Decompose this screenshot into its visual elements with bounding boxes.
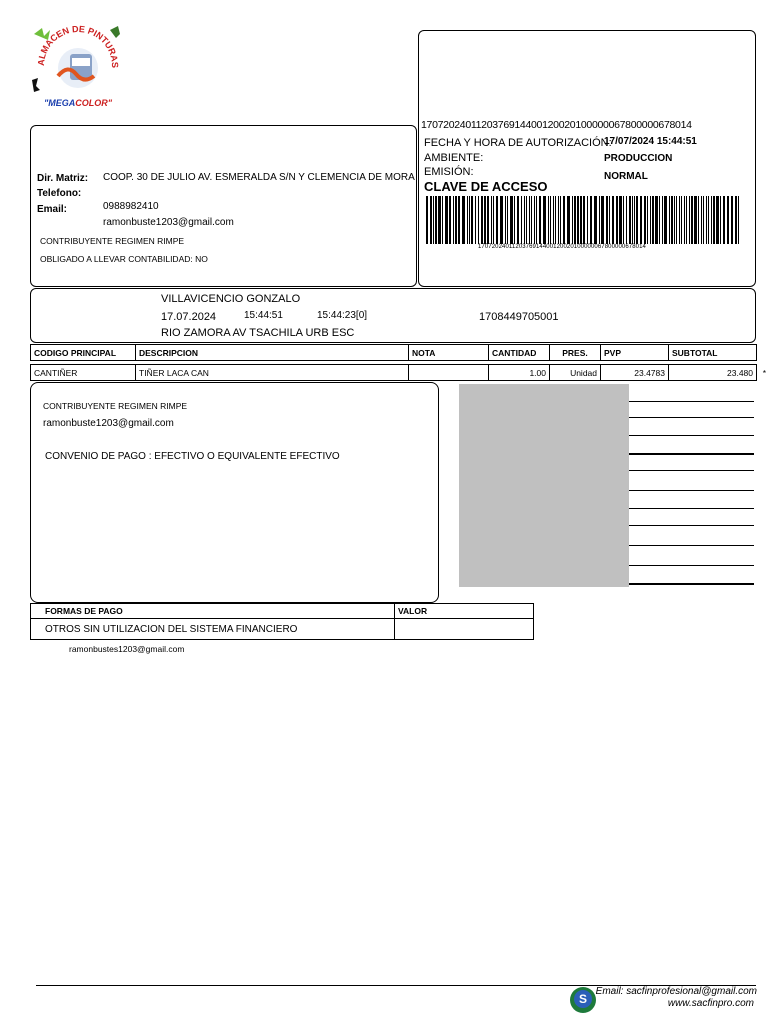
barcode-bar (626, 196, 627, 244)
barcode-bar (543, 196, 546, 244)
total-line (629, 525, 754, 526)
total-line (629, 470, 754, 471)
payment-header-method: FORMAS DE PAGO (31, 604, 395, 619)
barcode-bar (647, 196, 648, 244)
barcode-bar (698, 196, 699, 244)
barcode-bar (681, 196, 682, 244)
barcode-bar (590, 196, 592, 244)
barcode-bar (671, 196, 673, 244)
barcode-bar (616, 196, 618, 244)
barcode-bar (731, 196, 733, 244)
barcode-bar (703, 196, 704, 244)
barcode-bar (574, 196, 576, 244)
total-line (629, 401, 754, 402)
company-logo (28, 24, 128, 114)
header-cantidad: CANTIDAD (489, 345, 550, 361)
issuer-address: COOP. 30 DE JULIO AV. ESMERALDA S/N Y CLEMENCIA DE MORA (103, 172, 415, 183)
barcode-bar (438, 196, 441, 244)
barcode-bar (467, 196, 468, 244)
phone-label: Telefono: (37, 188, 82, 199)
cell-pres: Unidad (550, 365, 601, 381)
barcode-bar (634, 196, 635, 244)
barcode-bar (455, 196, 457, 244)
barcode-bar (567, 196, 570, 244)
barcode-bar (691, 196, 693, 244)
items-table (30, 344, 766, 381)
header-pvp: PVP (601, 345, 669, 361)
emission-label: EMISIÓN: (424, 166, 474, 178)
customer-time-1: 15:44:51 (244, 310, 283, 321)
table-row (31, 365, 757, 381)
barcode-bar (526, 196, 527, 244)
payment-method: OTROS SIN UTILIZACION DEL SISTEMA FINANCIERO (31, 619, 395, 640)
barcode-bar (539, 196, 541, 244)
barcode-bar (694, 196, 697, 244)
cell-codigo: CANTIÑER (31, 365, 136, 381)
barcode-bar (435, 196, 437, 244)
barcode-bar (686, 196, 687, 244)
total-line (629, 417, 754, 418)
authorization-number: 1707202401120376914400120020100000067800000678014 (421, 119, 692, 131)
items-header-row (31, 345, 757, 361)
logo-brand-suffix: COLOR" (75, 98, 113, 108)
issuer-phone: 0988982410 (103, 201, 159, 212)
customer-id: 1708449705001 (479, 311, 559, 323)
logo-brand (44, 98, 112, 108)
provider-logo (570, 987, 596, 1013)
barcode-bar (531, 196, 532, 244)
barcode-bar (453, 196, 454, 244)
barcode-bar (738, 196, 739, 244)
barcode-bar (572, 196, 573, 244)
access-key-barcode (426, 196, 742, 244)
barcode-bar (449, 196, 451, 244)
barcode-bar (548, 196, 549, 244)
total-line (629, 508, 754, 509)
payment-value (395, 619, 534, 640)
barcode-bar (689, 196, 690, 244)
issuer-email: ramonbuste1203@gmail.com (103, 217, 234, 228)
barcode-bar (594, 196, 597, 244)
barcode-bar (469, 196, 470, 244)
barcode-bar (462, 196, 465, 244)
issuer-regime: CONTRIBUYENTE REGIMEN RIMPE (40, 236, 185, 246)
footer-email: ramonbustes1203@gmail.com (69, 644, 185, 654)
total-line (629, 545, 754, 546)
barcode-bar (481, 196, 483, 244)
header-codigo: CODIGO PRINCIPAL (31, 345, 136, 361)
header-nota: NOTA (409, 345, 489, 361)
row-mark: * (762, 367, 766, 378)
barcode-bar (601, 196, 604, 244)
barcode-bar (521, 196, 522, 244)
barcode-bar (553, 196, 554, 244)
barcode-bar (426, 196, 428, 244)
barcode-bar (475, 196, 476, 244)
barcode-bar (555, 196, 556, 244)
table-row (31, 619, 534, 640)
cell-subtotal (669, 365, 766, 381)
barcode-bar (599, 196, 600, 244)
barcode-bar (708, 196, 709, 244)
barcode-bar (514, 196, 515, 244)
barcode-bar (655, 196, 658, 244)
barcode-bar (701, 196, 702, 244)
barcode-bar (536, 196, 537, 244)
barcode-bar (524, 196, 525, 244)
total-line (629, 453, 754, 455)
cell-pvp: 23.4783 (601, 365, 669, 381)
provider-email: Email: sacfinprofesional@gmail.com (595, 986, 757, 997)
payment-table (30, 603, 534, 640)
customer-name: VILLAVICENCIO GONZALO (161, 293, 301, 305)
barcode-bar (640, 196, 642, 244)
subtotal-value: 23.480 (727, 367, 753, 378)
barcode-bar (587, 196, 588, 244)
customer-time-2: 15:44:23[0] (317, 310, 368, 321)
barcode-bar (496, 196, 498, 244)
barcode-bar (445, 196, 448, 244)
header-subtotal: SUBTOTAL (669, 345, 757, 361)
header-pres: PRES. (550, 345, 601, 361)
cell-cantidad: 1.00 (489, 365, 550, 381)
barcode-bar (636, 196, 638, 244)
additional-email: ramonbuste1203@gmail.com (43, 418, 174, 429)
totals-gray-block (459, 384, 629, 587)
barcode-bar (711, 196, 712, 244)
barcode-bar (606, 196, 608, 244)
barcode-bar (510, 196, 513, 244)
barcode-bar (500, 196, 503, 244)
logo-arc-text: ALMACEN DE PINTURAS (35, 24, 121, 69)
authorization-datetime-label: FECHA Y HORA DE AUTORIZACIÓN: (424, 137, 612, 149)
barcode-bar (684, 196, 685, 244)
barcode-bar (442, 196, 443, 244)
cell-descripcion: TIÑER LACA CAN (136, 365, 409, 381)
barcode-bar (458, 196, 460, 244)
environment-label: AMBIENTE: (424, 152, 484, 164)
additional-info-box (30, 382, 439, 603)
email-label: Email: (37, 204, 68, 215)
barcode-bar (560, 196, 561, 244)
additional-regime: CONTRIBUYENTE REGIMEN RIMPE (43, 401, 188, 411)
barcode-bar (609, 196, 610, 244)
barcode-bar (644, 196, 646, 244)
barcode-bar (491, 196, 492, 244)
barcode-bar (720, 196, 721, 244)
barcode-bar (662, 196, 663, 244)
total-line (629, 435, 754, 436)
barcode-bar (652, 196, 654, 244)
issuer-accounting: OBLIGADO A LLEVAR CONTABILIDAD: NO (40, 254, 208, 264)
header-descripcion: DESCRIPCION (136, 345, 409, 361)
provider-logo-letter: S (574, 990, 592, 1008)
barcode-bar (629, 196, 631, 244)
barcode-bar (669, 196, 670, 244)
barcode-bar (505, 196, 506, 244)
barcode-bar (563, 196, 565, 244)
barcode-bar (550, 196, 551, 244)
barcode-bar (529, 196, 530, 244)
barcode-bar (558, 196, 559, 244)
barcode-bar (612, 196, 614, 244)
barcode-bar (487, 196, 489, 244)
barcode-bar (632, 196, 633, 244)
total-line (629, 583, 754, 585)
barcode-bar (664, 196, 667, 244)
barcode-bar (723, 196, 725, 244)
barcode-bar (493, 196, 494, 244)
barcode-bar (478, 196, 479, 244)
total-line (629, 565, 754, 566)
barcode-bar (580, 196, 582, 244)
barcode-bar (676, 196, 677, 244)
provider-website: www.sacfinpro.com (667, 998, 754, 1009)
barcode-bar (713, 196, 715, 244)
barcode-bar (430, 196, 432, 244)
barcode-bar (735, 196, 737, 244)
barcode-bar (650, 196, 651, 244)
environment-value: PRODUCCION (604, 153, 673, 164)
payment-header-value: VALOR (395, 604, 534, 619)
barcode-bar (706, 196, 707, 244)
access-key-label: CLAVE DE ACCESO (424, 179, 548, 194)
authorization-datetime: 17/07/2024 15:44:51 (604, 136, 697, 147)
customer-date: 17.07.2024 (161, 311, 217, 323)
barcode-bar (716, 196, 719, 244)
barcode-bar (623, 196, 624, 244)
cell-nota (409, 365, 489, 381)
emission-value: NORMAL (604, 171, 648, 182)
barcode-text: 1707202401120376914400120020100000067800000678014 (478, 244, 646, 250)
barcode-bar (583, 196, 585, 244)
logo-brand-prefix: "MEGA (44, 98, 76, 108)
customer-address: RIO ZAMORA AV TSACHILA URB ESC (161, 327, 355, 339)
barcode-bar (507, 196, 508, 244)
barcode-bar (517, 196, 519, 244)
barcode-bar (619, 196, 622, 244)
barcode-bar (679, 196, 680, 244)
barcode-bar (727, 196, 729, 244)
barcode-bar (659, 196, 660, 244)
payment-agreement: CONVENIO DE PAGO : EFECTIVO O EQUIVALENTE EFECTIVO (45, 451, 340, 462)
barcode-bar (674, 196, 675, 244)
barcode-bar (534, 196, 535, 244)
customer-box (30, 288, 756, 343)
total-line (629, 490, 754, 491)
payment-header-row (31, 604, 534, 619)
barcode-bar (577, 196, 579, 244)
barcode-bar (471, 196, 473, 244)
barcode-bar (484, 196, 486, 244)
barcode-bar (433, 196, 434, 244)
dir-matriz-label: Dir. Matriz: (37, 173, 89, 184)
